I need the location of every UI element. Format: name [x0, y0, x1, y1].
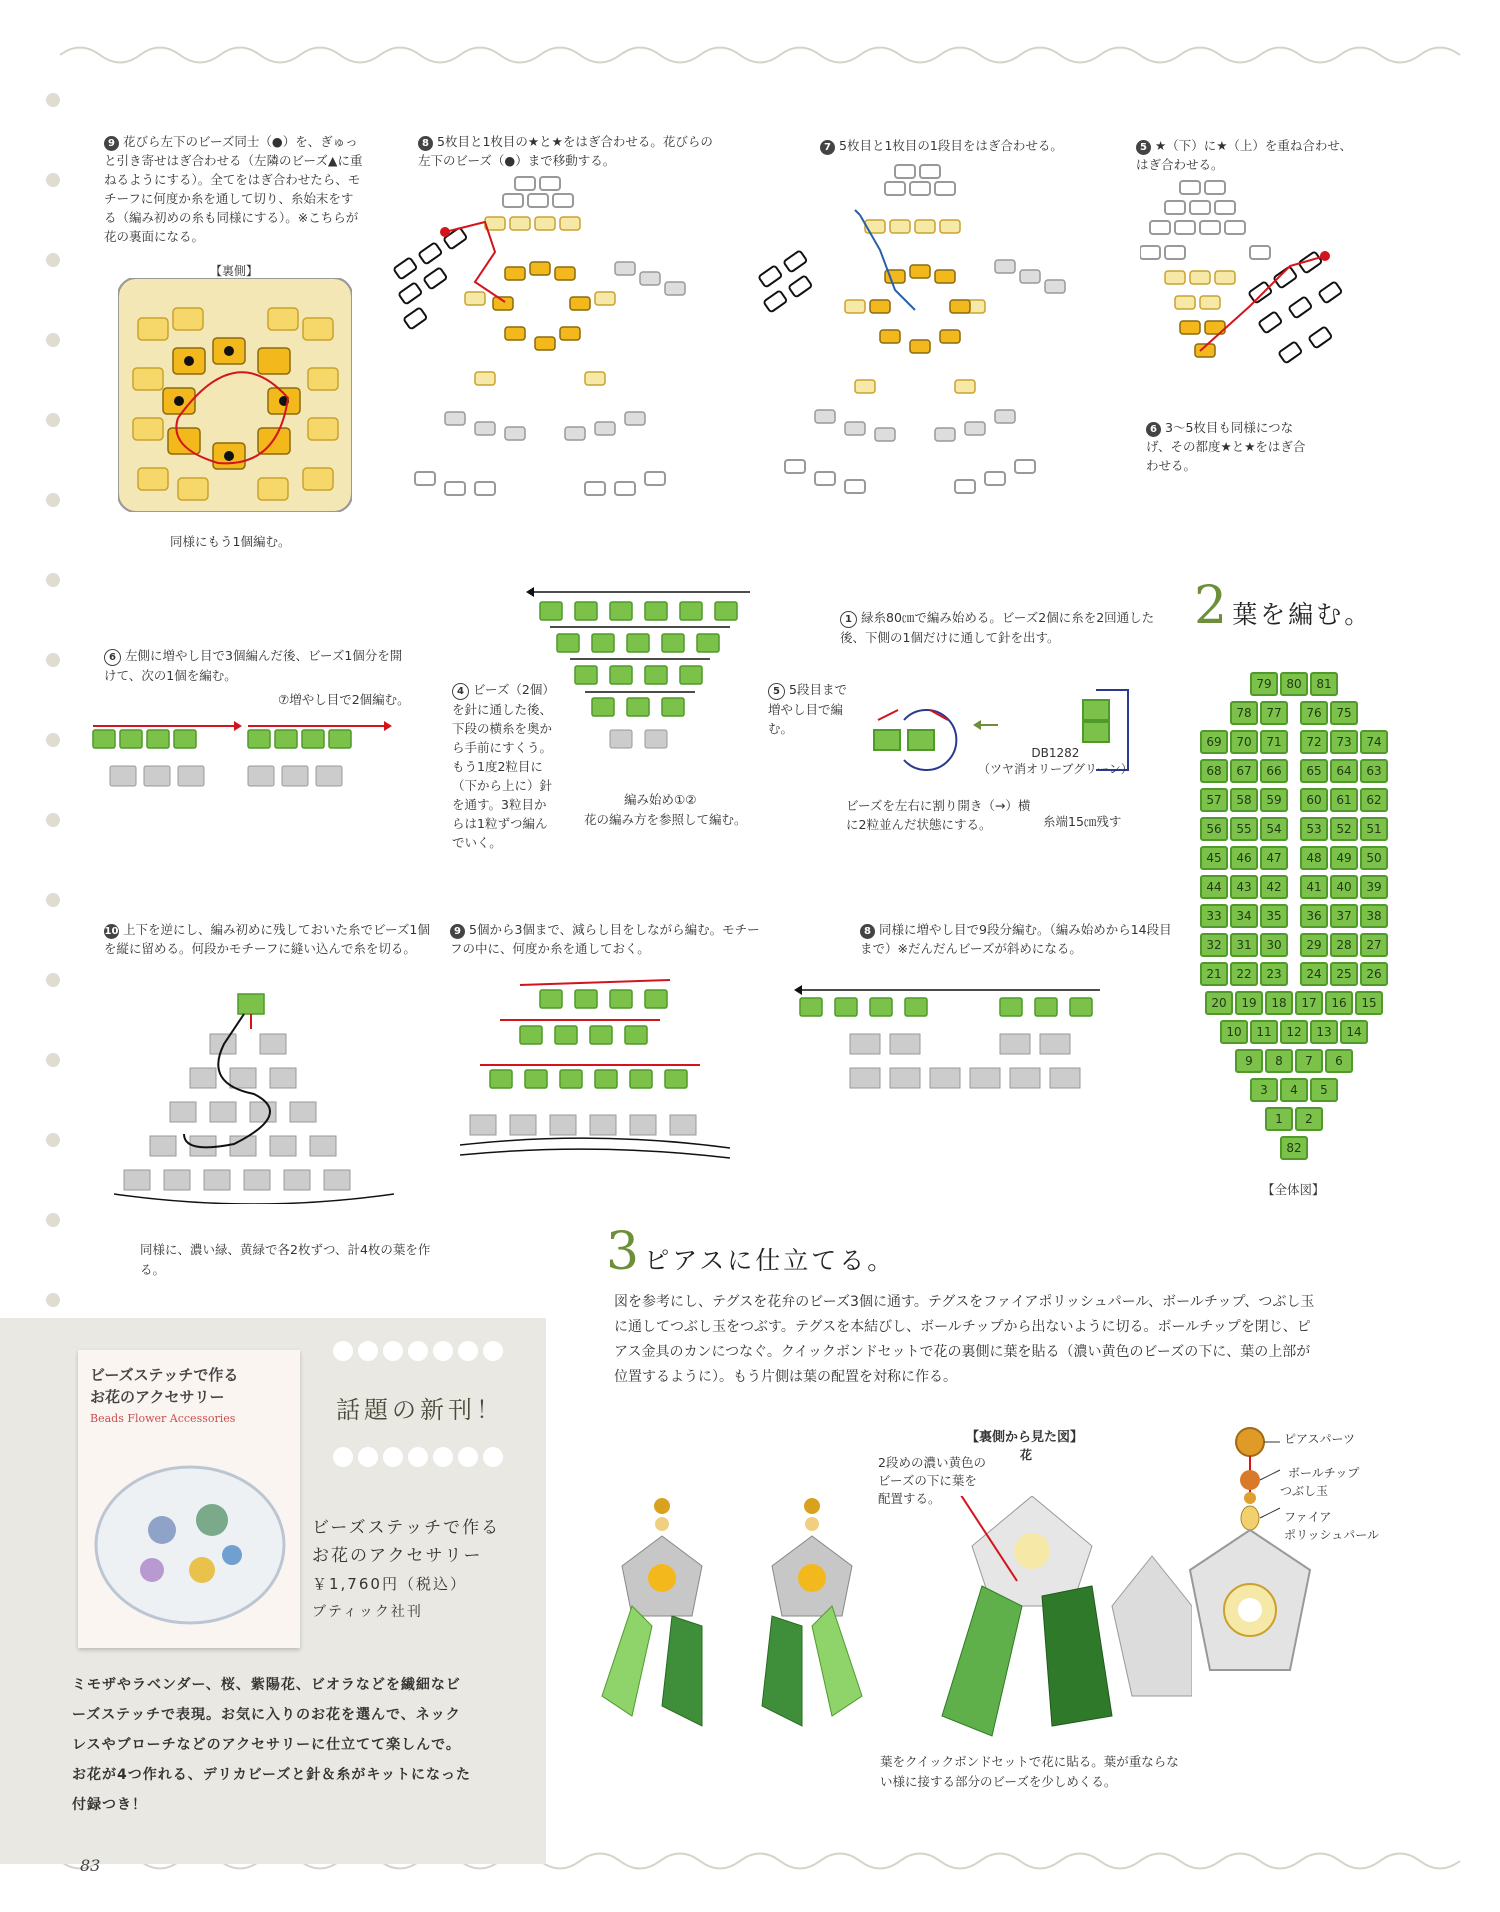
step-text: 花びら左下のビーズ同士（●）を、ぎゅっと引き寄せはぎ合わせる（左隣のビーズ▲に重ねるようにする）。全てをはぎ合わせたら、モチーフに何度か糸を通して切り、糸始末をする（編み初めの糸も同様にする）。※こちらが花の裏面になる。 — [104, 134, 363, 244]
leaf-bead-cell: 59 — [1260, 788, 1288, 812]
split-note: ビーズを左右に割り開き（→）横に2粒並んだ状態にする。 — [846, 798, 1031, 832]
bead-code-label — [978, 746, 1133, 777]
leaf-bead-cell: 25 — [1330, 962, 1358, 986]
lace-border-top — [60, 40, 1480, 70]
book-title-line1: ビーズステッチで作る — [312, 1518, 501, 1538]
leaf-bead-cell: 24 — [1300, 962, 1328, 986]
step-number: 4 — [452, 683, 469, 700]
flower-step7-note — [820, 136, 1120, 155]
leaf-bead-cell: 79 — [1250, 672, 1278, 696]
section-title: ピアスに仕立てる。 — [644, 1246, 896, 1275]
leaf-step7-sub: ⑦増やし目で2個編む。 — [278, 692, 410, 707]
leaf-bead-cell: 39 — [1360, 875, 1388, 899]
leaf-bead-cell: 52 — [1330, 817, 1358, 841]
leaf-bead-cell: 72 — [1300, 730, 1328, 754]
step-text: 同様に増やし目で9段分編む。（編み始めから14段目まで）※だんだんビーズが斜めになる。 — [860, 922, 1172, 956]
leaf-bead-cell: 40 — [1330, 875, 1358, 899]
leaf-bead-cell: 67 — [1230, 759, 1258, 783]
flower-ornament-bottom — [328, 1442, 508, 1472]
leaf-bead-cell: 7 — [1295, 1049, 1323, 1073]
leaf-step10-note — [104, 920, 434, 958]
leaf-bead-cell: 49 — [1330, 846, 1358, 870]
leaf-bead-cell: 23 — [1260, 962, 1288, 986]
leaf-bead-cell: 63 — [1360, 759, 1388, 783]
leaf-bead-cell: 15 — [1355, 991, 1383, 1015]
leaf-bead-cell: 46 — [1230, 846, 1258, 870]
leaf-nine-rows-diagram — [790, 978, 1120, 1098]
leaf-bead-cell: 2 — [1295, 1107, 1323, 1131]
step-number: 8 — [418, 136, 433, 151]
leaf-bead-cell: 81 — [1310, 672, 1338, 696]
step-text: 緑糸80㎝で編み始める。ビーズ2個に糸を2回通した後、下側の1個だけに通して針を出す。 — [840, 610, 1155, 645]
section-title: 葉を編む。 — [1232, 600, 1373, 629]
leaf-bead-cell: 31 — [1230, 933, 1258, 957]
leaf-bead-cell: 32 — [1200, 933, 1228, 957]
earring-illustration — [592, 1496, 1192, 1746]
leaf-bead-cell: 78 — [1230, 701, 1258, 725]
leaf-bead-cell: 54 — [1260, 817, 1288, 841]
flower-ornament-top — [328, 1336, 508, 1366]
step-number: 8 — [860, 924, 875, 939]
leaf-bead-cell: 47 — [1260, 846, 1288, 870]
cover-title — [78, 1350, 300, 1408]
leaf-bead-cell: 77 — [1260, 701, 1288, 725]
placement-note: 2段めの濃い黄色のビーズの下に葉を配置する。 — [878, 1455, 986, 1506]
leaf-finish-note: 同様に、濃い緑、黄緑で各2枚ずつ、計4枚の葉を作る。 — [140, 1242, 431, 1277]
flower-caption: 同様にもう1個編む。 — [170, 534, 291, 549]
leaf-bead-cell: 61 — [1330, 788, 1358, 812]
step-number: 6 — [1146, 422, 1161, 437]
leaf-bead-cell: 19 — [1235, 991, 1263, 1015]
glue-note: 葉をクイックボンドセットで花に貼る。葉が重ならない様に接する部分のビーズを少しめくる。 — [880, 1754, 1179, 1789]
leaf-bead-cell: 4 — [1280, 1078, 1308, 1102]
book-title-line2: お花のアクセサリー — [312, 1546, 483, 1566]
leaf-bead-cell: 20 — [1205, 991, 1233, 1015]
step-text: ★（下）に★（上）を重ね合わせ、はぎ合わせる。 — [1136, 138, 1353, 172]
leaf-bead-cell: 62 — [1360, 788, 1388, 812]
flower-diagram-step7 — [745, 160, 1075, 512]
step-text: 5個から3個まで、減らし目をしながら編む。モチーフの中に、何度か糸を通しておく。 — [450, 922, 760, 956]
leaf-bead-cell: 10 — [1220, 1020, 1248, 1044]
leaf-step4-note — [452, 680, 552, 852]
step-number: 5 — [1136, 140, 1151, 155]
bead-code: DB1282 — [1031, 746, 1080, 760]
leaf-bead-cell: 17 — [1295, 991, 1323, 1015]
leaf-bead-cell: 43 — [1230, 875, 1258, 899]
part-label-ball-tip: ボールチップ — [1288, 1466, 1360, 1480]
leaf-bead-cell: 30 — [1260, 933, 1288, 957]
leaf-bead-cell: 22 — [1230, 962, 1258, 986]
page-number: 83 — [80, 1856, 101, 1875]
step-number: 5 — [768, 683, 785, 700]
leaf-bead-cell: 36 — [1300, 904, 1328, 928]
part-label-pearl: ポリッシュパール — [1284, 1528, 1380, 1542]
flower-diagram-step8 — [385, 172, 705, 512]
leaf-bead-cell: 11 — [1250, 1020, 1278, 1044]
leaf-bead-cell: 1 — [1265, 1107, 1293, 1131]
start-label: 編み始め①② — [624, 792, 697, 807]
cover-subtitle: Beads Flower Accessories — [90, 1412, 236, 1425]
step-text: ビーズ（2個）を針に通した後、下段の横糸を奥から手前にすくう。もう1度2粒目に（下から上に）針を通す。3粒目からは1粒ずつ編んでいく。 — [452, 682, 553, 850]
leaf-bead-cell: 5 — [1310, 1078, 1338, 1102]
leaf-finish-diagram — [114, 984, 394, 1204]
leaf-bead-cell: 33 — [1200, 904, 1228, 928]
leaf-bead-cell: 70 — [1230, 730, 1258, 754]
cover-title-line2: お花のアクセサリー — [90, 1388, 225, 1406]
leaf-bead-cell: 41 — [1300, 875, 1328, 899]
leaf-bead-cell: 28 — [1330, 933, 1358, 957]
flower-step6-note — [1146, 418, 1316, 475]
leaf-bead-cell: 45 — [1200, 846, 1228, 870]
step-text: 5枚目と1枚目の1段目をはぎ合わせる。 — [839, 138, 1063, 153]
leaf-decrease-diagram — [460, 970, 730, 1160]
step-number: 7 — [820, 140, 835, 155]
pierce-instructions: 図を参考にし、テグスを花弁のビーズ3個に通す。テグスをファイアポリッシュパール、ボールチップ、つぶし玉に通してつぶし玉をつぶす。テグスを本結びし、ボールチップから出ないように切る。ボールチップを閉じ、ピアス金具のカンにつなぐ。クイックボンドセットで花の裏側に葉を貼る（濃い黄色のビーズの下に、葉の上部が位置するように）。もう片側は葉の配置を対称に作る。 — [614, 1294, 1315, 1385]
bead-name: （ツヤ消オリーブグリーン） — [978, 762, 1133, 776]
leaf-bead-cell: 68 — [1200, 759, 1228, 783]
leaf-bead-cell: 56 — [1200, 817, 1228, 841]
start-note: 花の編み方を参照して編む。 — [584, 812, 747, 827]
book-price: ￥1,760円（税込） — [312, 1575, 467, 1593]
leaf-bead-cell: 37 — [1330, 904, 1358, 928]
cover-title-line1: ビーズステッチで作る — [90, 1366, 239, 1384]
leaf-section-heading — [1194, 576, 1373, 636]
leaf-bead-cell: 26 — [1360, 962, 1388, 986]
leaf-bead-cell: 57 — [1200, 788, 1228, 812]
leaf-bead-cell: 38 — [1360, 904, 1388, 928]
leaf-bead-cell: 16 — [1325, 991, 1353, 1015]
part-label-earring: ピアスパーツ — [1284, 1432, 1356, 1446]
leaf-bead-cell: 14 — [1340, 1020, 1368, 1044]
leaf-bead-cell: 29 — [1300, 933, 1328, 957]
leaf-bead-cell: 35 — [1260, 904, 1288, 928]
step-text: 5段目まで増やし目で編む。 — [768, 682, 847, 736]
section-number: 2 — [1194, 576, 1228, 636]
leaf-bead-cell: 75 — [1330, 701, 1358, 725]
promo-description: ミモザやラベンダー、桜、紫陽花、ビオラなどを繊細なビーズステッチで表現。お気に入りのお花を選んで、ネックレスやブローチなどのアクセサリーに仕立てて楽しんで。お花が4つ作れる、デリカビーズと針＆糸がキットになった付録つき！ — [72, 1677, 472, 1813]
leaf-bead-cell: 8 — [1265, 1049, 1293, 1073]
flower-step8-note — [418, 132, 718, 170]
leaf-bead-cell: 53 — [1300, 817, 1328, 841]
step-text: 上下を逆にし、編み初めに残しておいた糸でビーズ1個を縦に留める。何段かモチーフに縫い込んで糸を切る。 — [104, 922, 430, 956]
leaf-bead-cell: 64 — [1330, 759, 1358, 783]
leaf-bead-cell: 42 — [1260, 875, 1288, 899]
leaf-bead-cell: 13 — [1310, 1020, 1338, 1044]
flower-step5-note — [1136, 136, 1356, 174]
leaf-whole-diagram — [1180, 672, 1410, 1172]
leaf-bead-cell: 48 — [1300, 846, 1328, 870]
back-side-label: 【裏側】 — [210, 264, 259, 278]
promo-heading: 話題の新刊！ — [336, 1396, 504, 1424]
leaf-bead-cell: 80 — [1280, 672, 1308, 696]
back-view-label: 【裏側から見た図】 — [966, 1430, 1084, 1445]
leaf-bead-cell: 12 — [1280, 1020, 1308, 1044]
book-publisher: ブティック社刊 — [312, 1604, 423, 1620]
step-number: 6 — [104, 649, 121, 666]
step-number: 9 — [450, 924, 465, 939]
leaf-bead-cell: 27 — [1360, 933, 1388, 957]
leaf-bead-cell: 50 — [1360, 846, 1388, 870]
leaf-increase-diagram — [88, 714, 408, 798]
step-text: 3～5枚目も同様につなげ、その都度★と★をはぎ合わせる。 — [1146, 420, 1306, 473]
leaf-bead-cell: 21 — [1200, 962, 1228, 986]
leaf-bead-cell: 18 — [1265, 991, 1293, 1015]
leaf-weave-diagram — [520, 582, 780, 762]
whole-label: 【全体図】 — [1262, 1182, 1325, 1197]
step-number: 10 — [104, 926, 119, 937]
promo-book-title — [312, 1514, 500, 1626]
leaf-bead-cell: 76 — [1300, 701, 1328, 725]
leaf-bead-cell: 3 — [1250, 1078, 1278, 1102]
step-number: 1 — [840, 611, 857, 628]
leaf-bead-cell: 69 — [1200, 730, 1228, 754]
leaf-step8-note — [860, 920, 1180, 958]
step-text: 5枚目と1枚目の★と★をはぎ合わせる。花びらの左下のビーズ（●）まで移動する。 — [418, 134, 713, 168]
leaf-bead-cell: 51 — [1360, 817, 1388, 841]
leaf-bead-cell: 65 — [1300, 759, 1328, 783]
leaf-bead-cell: 73 — [1330, 730, 1358, 754]
leaf-step6-note — [104, 646, 414, 685]
part-label-crimp: つぶし玉 — [1280, 1484, 1329, 1498]
step-number: 9 — [104, 136, 119, 151]
leaf-bead-cell: 60 — [1300, 788, 1328, 812]
step-text: 左側に増やし目で3個編んだ後、ビーズ1個分を開けて、次の1個を編む。 — [104, 648, 403, 683]
leaf-bead-cell: 82 — [1280, 1136, 1308, 1160]
leaf-step5-note — [768, 680, 858, 738]
flower-label: 花 — [1020, 1448, 1033, 1462]
leaf-bead-cell: 66 — [1260, 759, 1288, 783]
part-label-fire: ファイア — [1284, 1510, 1332, 1524]
leaf-bead-cell: 55 — [1230, 817, 1258, 841]
flower-diagram-step5 — [1140, 176, 1360, 416]
flower-step9-note — [104, 132, 364, 246]
leaf-bead-cell: 58 — [1230, 788, 1258, 812]
leaf-bead-cell: 74 — [1360, 730, 1388, 754]
leaf-bead-cell: 34 — [1230, 904, 1258, 928]
book-cover — [78, 1350, 300, 1648]
leaf-step9-note — [450, 920, 770, 958]
flower-back-photo — [118, 278, 352, 512]
leaf-bead-cell: 9 — [1235, 1049, 1263, 1073]
pierce-section-heading — [606, 1222, 896, 1282]
leaf-bead-cell: 71 — [1260, 730, 1288, 754]
leaf-bead-cell: 6 — [1325, 1049, 1353, 1073]
leaf-step1-note — [840, 608, 1160, 647]
section-number: 3 — [606, 1222, 640, 1282]
leaf-bead-cell: 44 — [1200, 875, 1228, 899]
tail-note: 糸端15㎝残す — [1043, 814, 1122, 829]
cover-photo — [92, 1460, 288, 1630]
